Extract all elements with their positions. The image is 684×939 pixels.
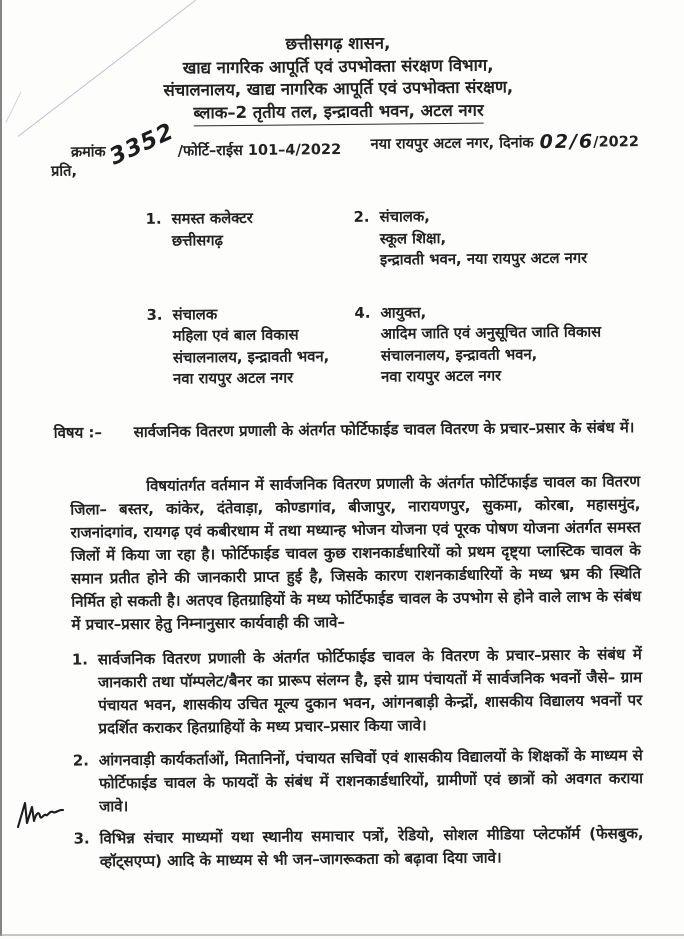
recipient-line: नवा रायपुर अटल नगर [381,367,502,386]
point-awareness-via-workers [73,744,644,818]
recipient-women-child-development [146,302,355,390]
point-text: आंगनवाड़ी कार्यकर्ताओं, मितानिनों, पंचायत सचिवों एवं शासकीय विद्यालयों के शिक्षकों के माध्यम से फोर्टिफाईड चावल के फायदों के संबंध में राशनकार्डधारियों, ग्रामीणों एवं छात्रों को अवगत कराया जावे। [98,745,644,815]
recipient-line: संचालनालय, इन्द्रावती भवन, [380,345,538,365]
point-text: सार्वजनिक वितरण प्रणाली के अंतर्गत फोर्टिफाईड चावल के वितरण के प्रचार–प्रसार के संबंध में जानकारी तथा पॉम्पलेट/बैनर का प्रारूप संलग्न है, इसे ग्राम पंचायतों में सार्वजनिक भवनों जैसे– ग्राम पंचायत भवन, शासकीय उचित मूल्य दुकान भवन, आंगनबाड़ी केन्द्रों, शासकीय विद्यालय भवनों पर प्रदर्शित कराकर हितग्राहियों के मध्य प्रचार–प्रसार किया जावे। [97,644,643,737]
letterhead-department: खाद्य नागरिक आपूर्ति एवं उपभोक्ता संरक्षण विभाग, [182,55,494,78]
recipient-line: छत्तीसगढ़ [171,231,223,250]
scan-left-edge [0,0,2,936]
letterhead-government: छत्तीसगढ़ शासन, [285,33,391,54]
point-number: 2. [72,750,90,770]
recipient-line: संचालक, [379,208,430,226]
handwritten-initials [12,797,70,837]
letterhead-directorate: संचालनालय, खाद्य नागरिक आपूर्ति एवं उपभोक्ता संरक्षण, [163,77,514,100]
recipient-tribal-development [354,300,643,389]
point-number: 3. [73,828,90,848]
letterhead [0,30,681,129]
recipient-line: महिला एवं बाल विकास [172,326,299,345]
subject-label: विषय :– [53,422,103,442]
point-media-publicity [73,822,643,873]
recipient-line: समस्त कलेक्टर [171,209,253,228]
reference-number [70,118,342,171]
action-points [72,643,644,873]
recipient-line: इन्द्रावती भवन, नया रायपुर अटल नगर [379,249,588,269]
recipient-number: 1. [145,210,162,228]
recipient-list [146,204,644,390]
recipient-number: 2. [353,208,370,226]
recipient-line: संचालनालय, इन्द्रावती भवन, [172,347,330,367]
point-text: विभिन्न संचार माध्यमों यथा स्थानीय समाचार पत्रों, रेडियो, सोशल मीडिया प्लेटफॉर्म (फेसबुक, व्हॉट्सएप्प) आदि के माध्यम से भी जन–जागरूकता को बढ़ावा दिया जावे। [99,823,644,870]
date-year: /2022 [593,134,639,151]
ref-number-suffix: /फोर्टि–राईस 101–4/2022 [177,141,342,160]
recipient-line: आदिम जाति एवं अनुसूचित जाति विकास [380,323,602,343]
recipient-number: 4. [354,304,371,322]
place-and-date [371,129,639,157]
recipient-line: संचालक [172,305,218,324]
body-paragraph: विषयांतर्गत वर्तमान में सार्वजनिक वितरण प्रणाली के अंतर्गत फोर्टिफाईड चावल का वितरण जिला– बस्तर, कांकेर, दंतेवाड़ा, कोण्डागांव, बीजापुर, नारायणपुर, सुकमा, कोरबा, महासमुंद, राजनांदगांव, रायगढ़ एवं कबीरधाम में तथा मध्यान्ह भोजन योजना एवं पूरक पोषण योजना अंतर्गत समस्त जिलों में किया जा रहा है। फोर्टिफाईड चावल कुछ राशनकार्डधारियों को प्रथम दृष्ट्या प्लास्टिक चावल के समान प्रतीत होने की जानकारी प्राप्त हुई है, जिसके कारण राशनकार्डधारियों के मध्य भ्रम की स्थिति निर्मित हो सकती है। अतएव हितग्राहियों के मध्य फोर्टिफाईड चावल के उपभोग से होने वाले लाभ के संबंध में प्रचार–प्रसार हेतु निम्नानुसार कार्यवाही की जावे– [70,471,642,634]
recipient-collectors [146,207,355,273]
subject-row [54,416,644,445]
recipient-line: स्कूल शिक्षा, [379,229,447,248]
handwritten-date: 02/6 [539,130,595,154]
point-pamphlet-display [72,643,643,740]
ref-number-label: क्रमांक [70,144,106,161]
handwritten-serial-number: 3352 [105,118,178,171]
letterhead-address: ब्लाक–2 तृतीय तल, इन्द्रावती भवन, अटल नगर [0,97,681,128]
recipient-school-education [353,204,642,271]
subject-text: सार्वजनिक वितरण प्रणाली के अंतर्गत फोर्टिफाईड चावल वितरण के प्रचार–प्रसार के संबंध में। [133,417,635,441]
point-number: 1. [71,649,89,669]
recipient-line: आयुक्त, [380,303,427,322]
place-date-label: नया रायपुर अटल नगर, दिनांक [370,135,534,153]
recipient-number: 3. [146,306,163,324]
recipient-line: नवा रायपुर अटल नगर [173,369,294,388]
to-label: प्रति, [51,163,77,180]
